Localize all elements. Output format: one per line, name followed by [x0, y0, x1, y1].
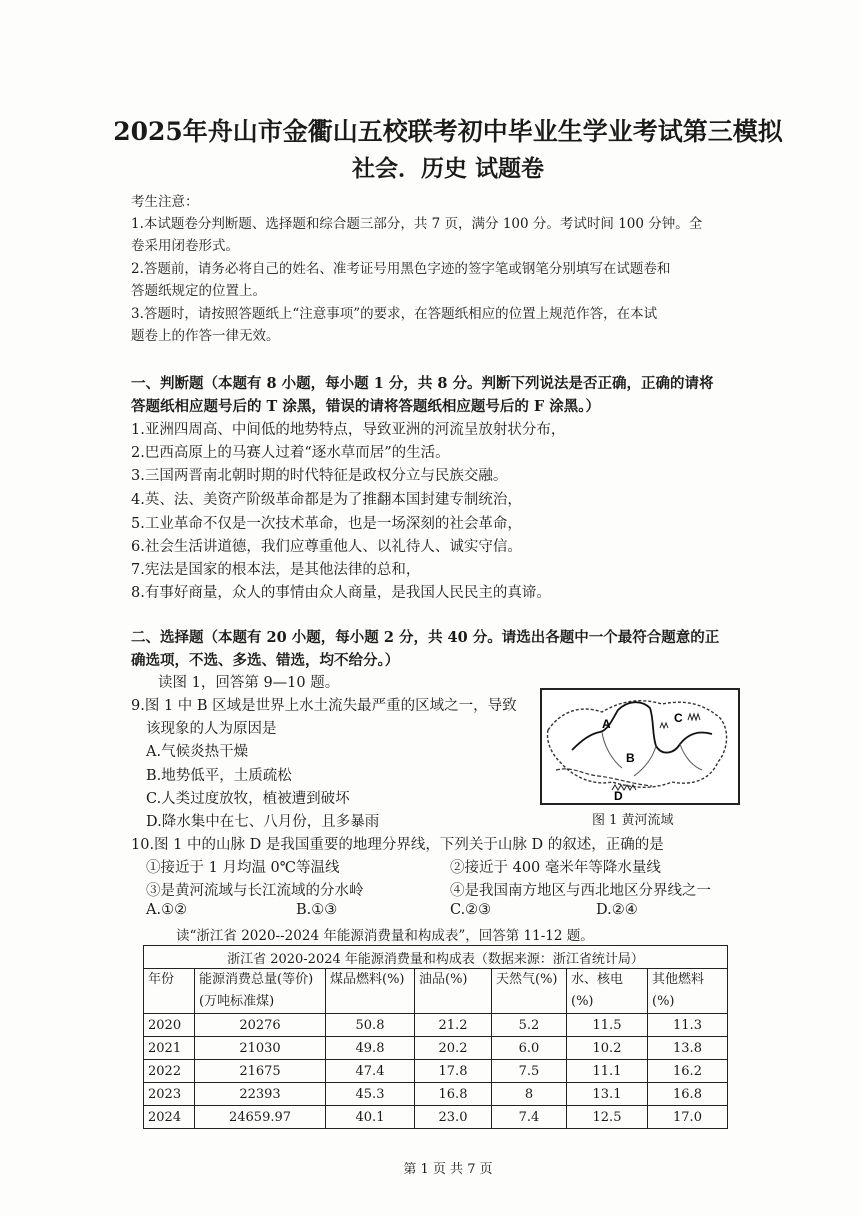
q10-statement-2: ②接近于 400 毫米年等降水量线 [450, 860, 661, 876]
table-caption: 浙江省 2020-2024 年能源消费量和构成表（数据来源：浙江省统计局） [144, 946, 728, 969]
cell-other: 17.0 [648, 1106, 728, 1129]
notice-heading: 考生注意： [131, 194, 199, 210]
q10-option-d: D.②④ [596, 902, 638, 918]
table-row [144, 1083, 728, 1106]
q9-option-a: A.气候炎热干燥 [146, 744, 249, 760]
table-header-coal: 煤品燃料(%) [326, 969, 415, 1014]
cell-other: 16.8 [648, 1083, 728, 1106]
q9-option-d: D.降水集中在七、八月份，且多暴雨 [146, 814, 380, 830]
q9-option-c: C.人类过度放牧，植被遭到破坏 [146, 791, 350, 807]
q10-option-c: C.②③ [450, 902, 492, 918]
section1-heading-cont: 答题纸相应题号后的 T 涂黑，错误的请将答题纸相应题号后的 F 涂黑。） [131, 398, 601, 415]
cell-oil: 21.2 [415, 1014, 492, 1037]
q9-stem: 9.图 1 中 B 区域是世界上水土流失最严重的区域之一，导致 [131, 698, 517, 714]
map-label-c: C [674, 711, 683, 725]
section2-heading: 二、选择题（本题有 20 小题，每小题 2 分，共 40 分。请选出各题中一个最符合题意的正 [131, 629, 720, 646]
read-table-instruction: 读“浙江省 2020--2024 年能源消费量和构成表”，回答第 11-12 题。 [176, 928, 594, 944]
table-header-oil: 油品(%) [415, 969, 492, 1014]
cell-total: 20276 [195, 1014, 326, 1037]
cell-coal: 50.8 [326, 1014, 415, 1037]
cell-oil: 16.8 [415, 1083, 492, 1106]
judgment-item: 6.社会生活讲道德，我们应尊重他人、以礼待人、诚实守信。 [131, 539, 522, 555]
cell-coal: 45.3 [326, 1083, 415, 1106]
judgment-item: 2.巴西高原上的马赛人过着“逐水草而居”的生活。 [131, 445, 450, 461]
notice-line: 答题纸规定的位置上。 [131, 283, 266, 299]
q10-statement-4: ④是我国南方地区与西北地区分界线之一 [450, 883, 711, 899]
cell-coal: 47.4 [326, 1060, 415, 1083]
table-header-year: 年份 [144, 969, 195, 1014]
q9-stem-cont: 该现象的人为原因是 [146, 721, 277, 737]
cell-gas: 8 [492, 1083, 567, 1106]
cell-gas: 5.2 [492, 1014, 567, 1037]
cell-oil: 17.8 [415, 1060, 492, 1083]
judgment-item: 7.宪法是国家的根本法，是其他法律的总和， [131, 562, 421, 578]
q10-stem: 10.图 1 中的山脉 D 是我国重要的地理分界线，下列关于山脉 D 的叙述，正确的是 [131, 837, 664, 853]
cell-year: 2021 [144, 1037, 195, 1060]
notice-line: 卷采用闭卷形式。 [131, 238, 239, 254]
read-map-instruction: 读图 1，回答第 9—10 题。 [158, 675, 340, 691]
cell-hydro: 11.1 [567, 1060, 648, 1083]
cell-year: 2023 [144, 1083, 195, 1106]
map-caption: 图 1 黄河流域 [592, 813, 674, 828]
notice-line: 2.答题前，请务必将自己的姓名、准考证号用黑色字迹的签字笔或钢笔分别填写在试题卷和 [131, 261, 671, 277]
judgment-item: 1.亚洲四周高、中间低的地势特点，导致亚洲的河流呈放射状分布， [131, 422, 566, 438]
page-subtitle: 社会．历史 试题卷 [351, 155, 544, 182]
map-illustration [542, 690, 738, 803]
section1-heading: 一、判断题（本题有 8 小题，每小题 1 分，共 8 分。判断下列说法是否正确，正确的请将 [131, 375, 714, 392]
cell-total: 21675 [195, 1060, 326, 1083]
judgment-item: 4.英、法、美资产阶级革命都是为了推翻本国封建专制统治， [131, 492, 522, 508]
q10-statement-1: ①接近于 1 月均温 0℃等温线 [146, 860, 340, 876]
section2-heading-cont: 确选项，不选、多选、错选，均不给分。） [131, 652, 400, 669]
table-row [144, 1106, 728, 1129]
q9-option-b: B.地势低平，土质疏松 [146, 768, 292, 784]
cell-other: 13.8 [648, 1037, 728, 1060]
table-row [144, 1014, 728, 1037]
cell-gas: 7.4 [492, 1106, 567, 1129]
cell-coal: 40.1 [326, 1106, 415, 1129]
q10-statement-3: ③是黄河流域与长江流域的分水岭 [146, 883, 364, 899]
table-header-gas: 天然气(%) [492, 969, 567, 1014]
cell-hydro: 11.5 [567, 1014, 648, 1037]
cell-oil: 20.2 [415, 1037, 492, 1060]
page-title: 2025年舟山市金衢山五校联考初中毕业生学业考试第三模拟 [113, 117, 783, 146]
table-header-hydro-nuclear: 水、核电(%) [567, 969, 648, 1014]
q10-option-b: B.①③ [296, 902, 338, 918]
page-footer: 第 1 页 共 7 页 [403, 1162, 493, 1177]
cell-hydro: 13.1 [567, 1083, 648, 1106]
cell-total: 21030 [195, 1037, 326, 1060]
notice-line: 3.答题时，请按照答题纸上“注意事项”的要求，在答题纸相应的位置上规范作答，在本试 [131, 306, 658, 322]
cell-gas: 7.5 [492, 1060, 567, 1083]
judgment-item: 8.有事好商量，众人的事情由众人商量，是我国人民民主的真谛。 [131, 585, 551, 601]
cell-oil: 23.0 [415, 1106, 492, 1129]
table-row [144, 1060, 728, 1083]
map-label-d: D [614, 789, 623, 803]
map-label-b: B [626, 751, 635, 765]
cell-total: 22393 [195, 1083, 326, 1106]
table-header-other: 其他燃料(%) [648, 969, 728, 1014]
cell-year: 2022 [144, 1060, 195, 1083]
cell-year: 2020 [144, 1014, 195, 1037]
judgment-item: 5.工业革命不仅是一次技术革命，也是一场深刻的社会革命， [131, 516, 522, 532]
table-header-total: 能源消费总量(等价)(万吨标准煤) [195, 969, 326, 1014]
q10-option-a: A.①② [146, 902, 188, 918]
cell-hydro: 12.5 [567, 1106, 648, 1129]
map-label-a: A [602, 717, 611, 731]
cell-coal: 49.8 [326, 1037, 415, 1060]
cell-other: 11.3 [648, 1014, 728, 1037]
judgment-item: 3.三国两晋南北朝时期的时代特征是政权分立与民族交融。 [131, 468, 508, 484]
table-row [144, 1037, 728, 1060]
cell-hydro: 10.2 [567, 1037, 648, 1060]
cell-year: 2024 [144, 1106, 195, 1129]
yellow-river-basin-map [540, 688, 740, 805]
notice-line: 题卷上的作答一律无效。 [131, 328, 280, 344]
notice-line: 1.本试题卷分判断题、选择题和综合题三部分，共 7 页，满分 100 分。考试时间 100 分钟。全 [131, 216, 703, 232]
cell-total: 24659.97 [195, 1106, 326, 1129]
cell-gas: 6.0 [492, 1037, 567, 1060]
cell-other: 16.2 [648, 1060, 728, 1083]
energy-consumption-table [143, 945, 728, 1129]
